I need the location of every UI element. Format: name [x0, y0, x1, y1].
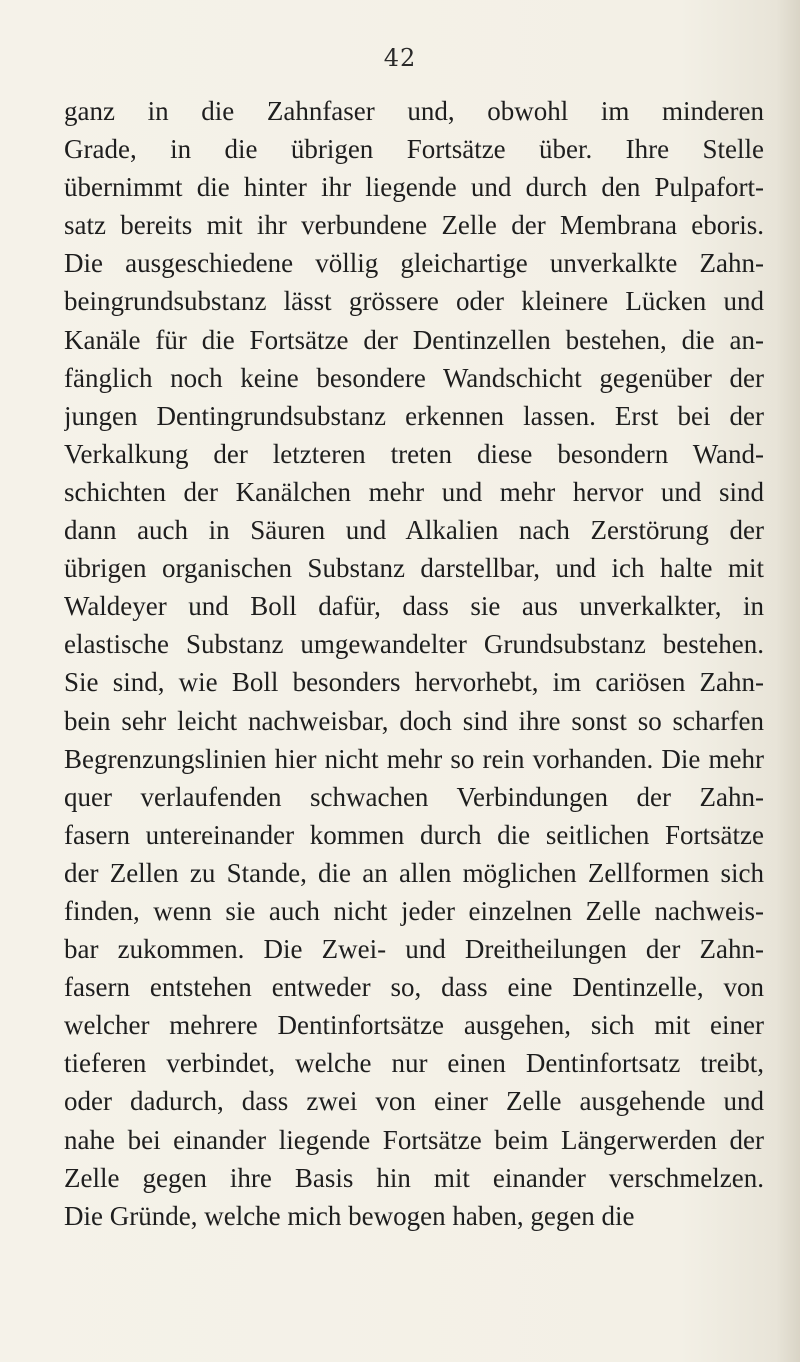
text-line: Die ausgeschiedene völlig gleichartige unverkalkte Zahn-: [64, 248, 764, 279]
text-line: jungen Dentingrundsubstanz erkennen lassen. Erst bei der: [64, 400, 764, 431]
text-line: Waldeyer und Boll dafür, dass sie aus unverkalkter, in: [64, 591, 764, 622]
text-line: Grade, in die übrigen Fortsätze über. Ihre Stelle: [64, 134, 764, 165]
text-line: Verkalkung der letzteren treten diese besondern Wand-: [64, 438, 764, 469]
text-line: welcher mehrere Dentinfortsätze ausgehen, sich mit einer: [64, 1010, 764, 1041]
text-line: quer verlaufenden schwachen Verbindungen der Zahn-: [64, 781, 764, 812]
text-line: fasern untereinander kommen durch die seitlichen Fortsätze: [64, 819, 764, 850]
text-line: ganz in die Zahnfaser und, obwohl im minderen: [64, 96, 764, 126]
text-line: beingrundsubstanz lässt grössere oder kleinere Lücken und: [64, 286, 764, 317]
text-line: dann auch in Säuren und Alkalien nach Zerstörung der: [64, 515, 764, 546]
text-line: übernimmt die hinter ihr liegende und durch den Pulpafort-: [64, 172, 764, 203]
text-line: Sie sind, wie Boll besonders hervorhebt, im cariösen Zahn-: [64, 667, 764, 698]
page-number: 42: [383, 44, 417, 72]
text-line: Zelle gegen ihre Basis hin mit einander verschmelzen.: [64, 1162, 764, 1193]
text-line: tieferen verbindet, welche nur einen Dentinfortsatz treibt,: [64, 1048, 764, 1079]
text-line: oder dadurch, dass zwei von einer Zelle ausgehende und: [64, 1086, 764, 1117]
text-line: der Zellen zu Stande, die an allen möglichen Zellformen sich: [64, 857, 764, 888]
body-text: [64, 92, 764, 1235]
text-line: bein sehr leicht nachweisbar, doch sind ihre sonst so scharfen: [64, 705, 764, 736]
text-line: nahe bei einander liegende Fortsätze beim Längerwerden der: [64, 1124, 764, 1155]
text-line: fänglich noch keine besondere Wandschicht gegenüber der: [64, 362, 764, 393]
text-line: satz bereits mit ihr verbundene Zelle der Membrana eboris.: [64, 210, 764, 241]
text-line: finden, wenn sie auch nicht jeder einzelnen Zelle nachweis-: [64, 895, 764, 926]
text-line: elastische Substanz umgewandelter Grundsubstanz bestehen.: [64, 629, 764, 660]
text-line: Kanäle für die Fortsätze der Dentinzellen bestehen, die an-: [64, 324, 764, 355]
text-line: übrigen organischen Substanz darstellbar, und ich halte mit: [64, 553, 764, 584]
text-line: bar zukommen. Die Zwei- und Dreitheilungen der Zahn-: [64, 934, 764, 965]
text-line: fasern entstehen entweder so, dass eine Dentinzelle, von: [64, 972, 764, 1003]
text-line: schichten der Kanälchen mehr und mehr hervor und sind: [64, 476, 764, 507]
text-line: Begrenzungslinien hier nicht mehr so rein vorhanden. Die mehr: [64, 743, 764, 774]
text-line: Die Gründe, welche mich bewogen haben, gegen die: [64, 1200, 635, 1231]
